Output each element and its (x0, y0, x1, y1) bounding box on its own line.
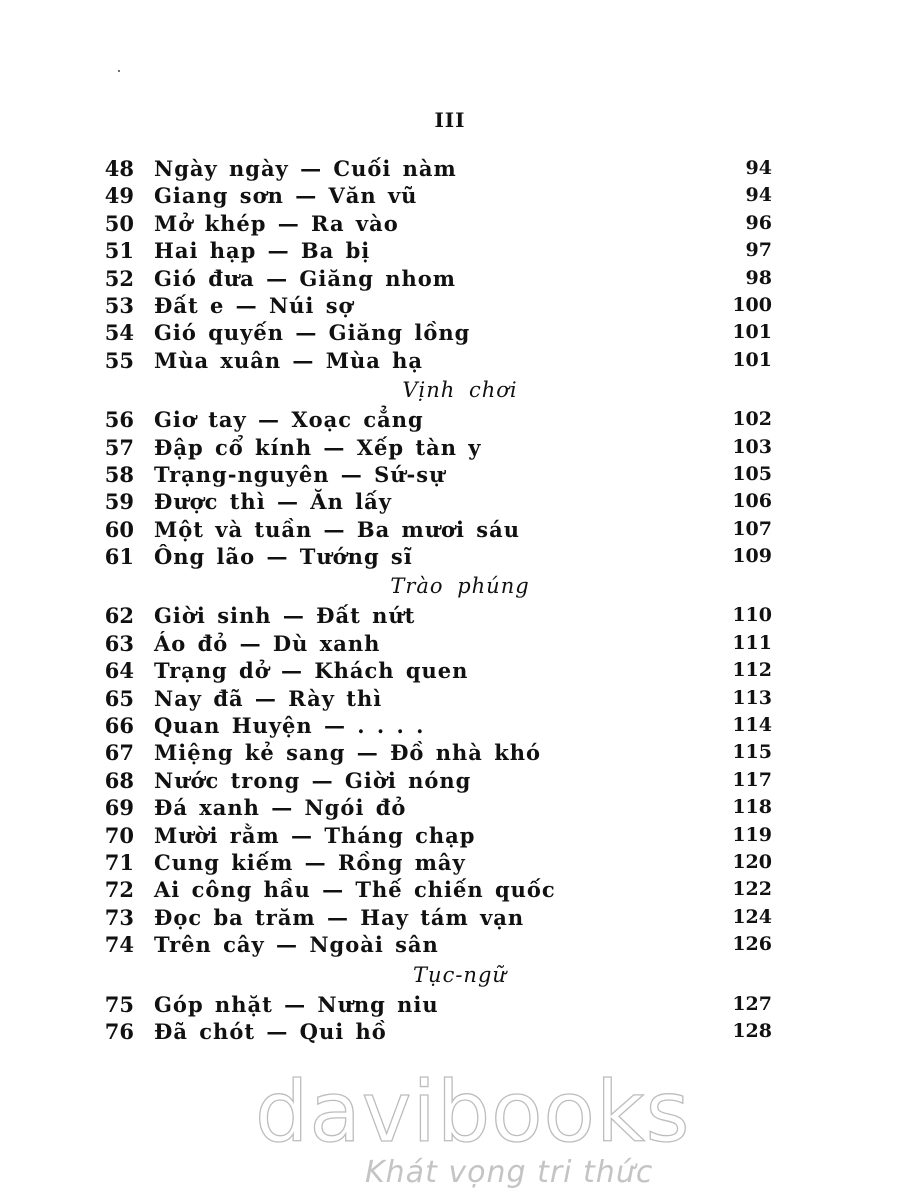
entry-number: 73 (104, 904, 134, 930)
entry-number: 55 (104, 347, 134, 373)
entry-number: 66 (104, 713, 134, 739)
toc-entry (100, 265, 780, 292)
entry-number: 62 (104, 603, 134, 629)
entry-title: Miệng kẻ sang — Đồ nhà khó (154, 740, 542, 766)
entry-title: Hai hạp — Ba bị (154, 238, 371, 264)
entry-page: 100 (732, 293, 772, 316)
entry-title: Trên cây — Ngoài sân (154, 932, 439, 958)
toc-entry (100, 210, 780, 237)
toc-entry (100, 657, 780, 684)
toc-entry (100, 904, 780, 931)
toc-entry (100, 822, 780, 849)
watermark-brand: davibooks (255, 1063, 691, 1161)
entry-number: 75 (104, 991, 134, 1017)
entry-title: Mười rằm — Tháng chạp (154, 822, 476, 848)
entry-number: 64 (104, 658, 134, 684)
toc-entry (100, 543, 780, 570)
entry-number: 72 (104, 877, 134, 903)
toc-entry (100, 876, 780, 903)
entry-page: 98 (745, 266, 772, 289)
entry-page: 94 (745, 157, 772, 179)
entry-page: 110 (732, 604, 772, 627)
toc-entry (100, 155, 780, 182)
toc-entry (100, 406, 780, 433)
entry-page: 97 (745, 239, 772, 262)
entry-page: 115 (732, 741, 772, 764)
toc-entry (100, 434, 780, 461)
entry-page: 105 (732, 462, 772, 485)
entry-title: Mùa xuân — Mùa hạ (154, 347, 424, 373)
entry-number: 51 (104, 238, 134, 264)
entry-page: 126 (732, 933, 772, 956)
entry-number: 67 (104, 740, 134, 766)
toc-entry (100, 292, 780, 319)
entry-title: Ai công hầu — Thế chiến quốc (154, 877, 556, 903)
toc-entry (100, 712, 780, 739)
entry-title: Đá xanh — Ngói đỏ (154, 795, 407, 821)
entry-title: Mở khép — Ra vào (154, 210, 399, 236)
toc-entry (100, 347, 780, 374)
entry-number: 58 (104, 461, 134, 487)
toc-entry (100, 630, 780, 657)
toc-group-d (100, 991, 780, 1046)
entry-page: 94 (745, 184, 772, 207)
entry-number: 68 (104, 767, 134, 793)
toc-entry (100, 516, 780, 543)
toc-entry (100, 767, 780, 794)
entry-number: 70 (104, 822, 134, 848)
entry-title: Đã chót — Qui hồ (154, 1018, 387, 1044)
entry-title: Một và tuần — Ba mươi sáu (154, 516, 520, 542)
entry-number: 59 (104, 489, 134, 515)
entry-number: 74 (104, 932, 134, 958)
entry-title: Giang sơn — Văn vũ (154, 183, 418, 209)
entry-page: 118 (732, 796, 772, 819)
entry-page: 124 (732, 905, 772, 928)
entry-title: Trạng dở — Khách quen (154, 658, 469, 684)
watermark-tagline: Khát vọng tri thức (365, 1155, 654, 1190)
entry-number: 71 (104, 849, 134, 875)
toc-entry (100, 739, 780, 766)
entry-title: Áo đỏ — Dù xanh (154, 630, 381, 656)
entry-title: Giơ tay — Xoạc cẳng (154, 407, 424, 433)
toc-entry (100, 488, 780, 515)
entry-title: Góp nhặt — Nưng niu (154, 991, 439, 1017)
entry-title: Ngày ngày — Cuối nàm (154, 156, 457, 181)
entry-page: 103 (732, 435, 772, 458)
entry-page: 107 (732, 517, 772, 540)
entry-title: Gió đưa — Giăng nhom (154, 265, 456, 291)
entry-title: Đất e — Núi sợ (154, 292, 354, 318)
entry-title: Được thì — Ăn lấy (154, 489, 392, 515)
page-number: III (434, 108, 466, 132)
toc-entry (100, 602, 780, 629)
entry-page: 101 (732, 348, 772, 371)
entry-number: 54 (104, 320, 134, 346)
section-heading-vinh-choi: Vịnh chơi (402, 378, 518, 403)
entry-title: Nay đã — Rày thì (154, 685, 383, 711)
entry-title: Cung kiếm — Rồng mây (154, 849, 466, 875)
toc-group-a (100, 155, 780, 374)
entry-number: 49 (104, 183, 134, 209)
toc-entry (100, 319, 780, 346)
entry-title: Quan Huyện — . . . . (154, 713, 425, 739)
entry-page: 112 (732, 659, 772, 682)
entry-page: 111 (732, 631, 772, 654)
entry-number: 60 (104, 516, 134, 542)
toc-group-b (100, 406, 780, 570)
toc-entry (100, 991, 780, 1018)
entry-number: 48 (104, 156, 134, 181)
entry-number: 65 (104, 685, 134, 711)
entry-page: 109 (732, 545, 772, 568)
entry-page: 122 (732, 878, 772, 901)
entry-page: 128 (732, 1019, 772, 1042)
entry-title: Ông lão — Tướng sĩ (154, 544, 413, 570)
entry-number: 69 (104, 795, 134, 821)
toc-entry (100, 794, 780, 821)
toc-group-c (100, 602, 780, 958)
entry-page: 119 (732, 823, 772, 846)
entry-number: 76 (104, 1018, 134, 1044)
entry-page: 101 (732, 321, 772, 344)
entry-number: 52 (104, 265, 134, 291)
entry-page: 102 (732, 408, 772, 431)
entry-number: 56 (104, 407, 134, 433)
entry-page: 117 (732, 768, 772, 791)
entry-title: Đập cổ kính — Xếp tàn y (154, 434, 482, 460)
entry-title: Nước trong — Giời nóng (154, 767, 472, 793)
entry-page: 113 (732, 686, 772, 709)
section-heading-tuc-ngu: Tục-ngữ (413, 962, 507, 987)
section-heading-trao-phung: Trào phúng (390, 574, 530, 599)
toc-entry (100, 1018, 780, 1045)
entry-title: Giời sinh — Đất nứt (154, 603, 416, 629)
toc-entry (100, 237, 780, 264)
entry-page: 114 (732, 714, 772, 737)
entry-title: Gió quyến — Giăng lồng (154, 320, 471, 346)
toc-entry (100, 461, 780, 488)
table-of-contents (100, 155, 780, 1045)
toc-entry (100, 931, 780, 958)
scan-speck (118, 70, 120, 72)
entry-title: Trạng-nguyên — Sứ-sự (154, 461, 446, 487)
entry-title: Đọc ba trăm — Hay tám vạn (154, 904, 525, 930)
toc-entry (100, 685, 780, 712)
entry-page: 127 (732, 992, 772, 1015)
entry-number: 50 (104, 210, 134, 236)
entry-number: 57 (104, 434, 134, 460)
entry-page: 120 (732, 850, 772, 873)
entry-page: 106 (732, 490, 772, 513)
entry-number: 53 (104, 292, 134, 318)
toc-entry (100, 182, 780, 209)
entry-number: 63 (104, 630, 134, 656)
entry-number: 61 (104, 544, 134, 570)
toc-entry (100, 849, 780, 876)
entry-page: 96 (745, 211, 772, 234)
